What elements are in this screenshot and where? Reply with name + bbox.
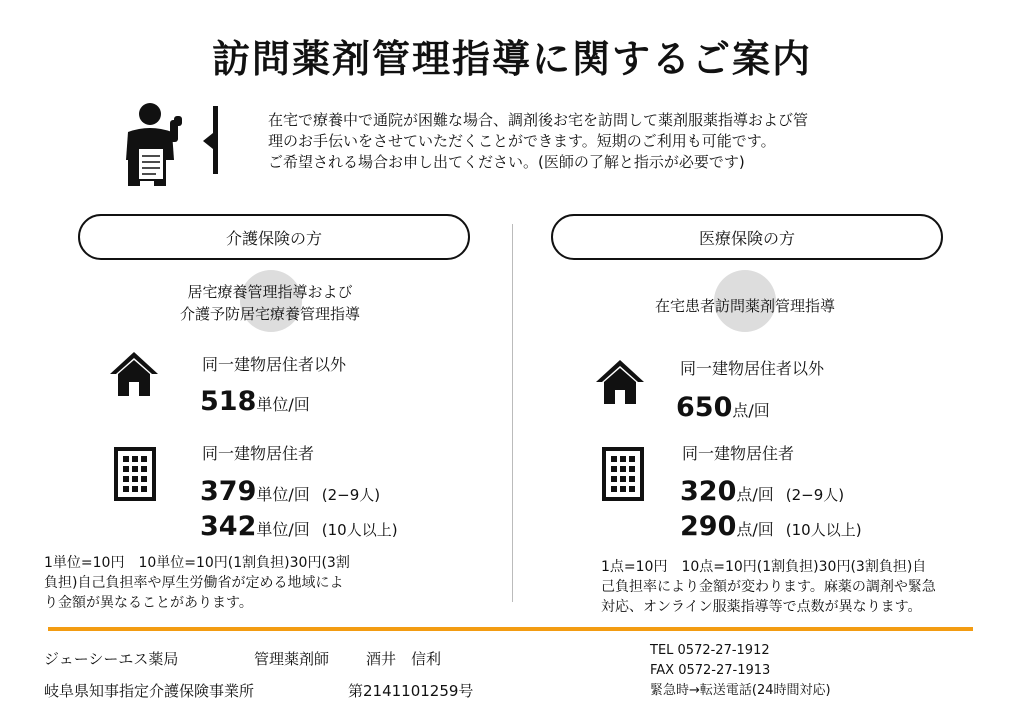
non-resident-price [200, 386, 310, 417]
nursing-subtitle [120, 281, 420, 325]
footnote-line: 己負担率により金額が変わります。麻薬の調剤や緊急 [601, 579, 936, 595]
price-value: 290 [680, 511, 737, 542]
contact-info [650, 641, 831, 701]
price-value: 320 [680, 476, 737, 507]
designation: 岐阜県知事指定介護保険事業所 [44, 682, 255, 700]
medical-footnote [601, 557, 936, 617]
intro-line: 在宅で療養中で通院が困難な場合、調剤後お宅を訪問して薬剤服薬指導および管 [268, 111, 809, 129]
manager-name: 酒井 信利 [366, 650, 442, 668]
footnote-line: 1点=10円 10点=10円(1割負担)30円(3割負担)自 [601, 559, 927, 575]
subtitle-line: 居宅療養管理指導および [187, 283, 353, 301]
price-unit: 点/回 [732, 401, 770, 420]
footnote-line: 対応、オンライン服薬指導等で点数が異なります。 [601, 599, 922, 615]
person-speaking-icon [118, 102, 190, 194]
price-unit: 単位/回 [256, 395, 310, 414]
house-icon [594, 356, 646, 408]
pharmacy-name: ジェーシーエス薬局 [44, 650, 179, 668]
price-value: 518 [200, 386, 257, 417]
price-unit: 単位/回 [256, 485, 310, 504]
price-note: (2−9人) [321, 486, 381, 504]
price-value: 379 [200, 476, 257, 507]
building-icon [602, 447, 644, 501]
non-resident-label: 同一建物居住者以外 [680, 359, 825, 378]
intro-text [268, 110, 808, 173]
manager-title: 管理薬剤師 [254, 650, 330, 668]
designation-number: 第2141101259号 [348, 682, 474, 700]
subtitle-line: 介護予防居宅療養管理指導 [179, 305, 360, 323]
price-unit: 単位/回 [256, 520, 310, 539]
building-icon [114, 447, 156, 501]
footnote-line: り金額が異なることがあります。 [44, 595, 253, 611]
resident-price-1 [200, 476, 380, 507]
speech-divider [213, 106, 218, 174]
price-note: (2−9人) [785, 486, 845, 504]
non-resident-label: 同一建物居住者以外 [202, 355, 347, 374]
speech-pointer-icon [203, 133, 213, 149]
resident-label: 同一建物居住者 [202, 444, 315, 463]
house-icon [108, 348, 160, 400]
price-note: (10人以上) [321, 521, 398, 539]
footnote-line: 負担)自己負担率や厚生労働省が定める地域によ [44, 575, 344, 591]
resident-label: 同一建物居住者 [682, 444, 795, 463]
accent-divider [48, 627, 973, 631]
resident-price-1 [680, 476, 844, 507]
tel-number: TEL 0572-27-1912 [650, 643, 770, 658]
intro-line: ご希望される場合お申し出てください。(医師の了解と指示が必要です) [268, 153, 745, 171]
nursing-insurance-heading: 介護保険の方 [78, 214, 470, 260]
price-value: 342 [200, 511, 257, 542]
fax-number: FAX 0572-27-1913 [650, 663, 771, 678]
price-unit: 点/回 [736, 485, 774, 504]
nursing-footnote [44, 553, 350, 613]
price-unit: 点/回 [736, 520, 774, 539]
medical-insurance-heading: 医療保険の方 [551, 214, 943, 260]
intro-line: 理のお手伝いをさせていただくことができます。短期のご利用も可能です。 [268, 132, 776, 150]
price-value: 650 [676, 392, 733, 423]
price-note: (10人以上) [785, 521, 862, 539]
medical-subtitle: 在宅患者訪問薬剤管理指導 [654, 297, 835, 315]
column-divider [512, 224, 513, 602]
non-resident-price [676, 392, 770, 423]
emergency-contact: 緊急時→転送電話(24時間対応) [650, 683, 831, 698]
page-title: 訪問薬剤管理指導に関するご案内 [211, 37, 812, 81]
footnote-line: 1単位=10円 10単位=10円(1割負担)30円(3割 [44, 555, 350, 571]
resident-price-2 [200, 511, 398, 542]
resident-price-2 [680, 511, 862, 542]
